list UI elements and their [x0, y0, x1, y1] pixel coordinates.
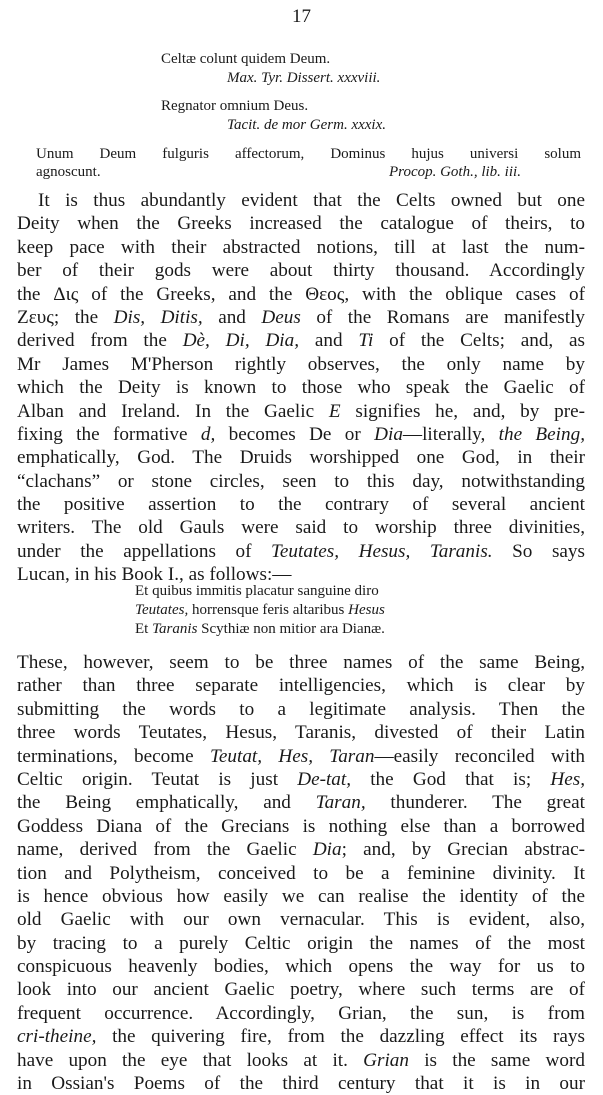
quote-2-text: Regnator omnium Deus. [161, 98, 309, 114]
text-line: look into our ancient Gaelic poetry, where such terms are of [17, 979, 585, 1001]
text-line: Mr James M'Pherson rightly observes, the only name by [17, 353, 585, 375]
page-number: 17 [292, 6, 311, 27]
text-line: Deity when the Greeks increased the catalogue of theirs, to [17, 213, 585, 235]
text-line: fixing the formative d, becomes De or Dia—literally, the Being, [17, 423, 585, 445]
quote-3-text-line1: Unum Deum fulguris affectorum, Dominus hujus universi solum [36, 146, 581, 162]
paragraph-2 [17, 651, 585, 1095]
quote-1-source: Max. Tyr. Dissert. xxxviii. [227, 70, 381, 86]
text-line: conspicuous heavenly bodies, which opens the way for us to [17, 956, 585, 978]
text-line: These, however, seem to be three names of the same Being, [17, 652, 585, 673]
verse-line-3: Et Taranis Scythiæ non mitior ara Dianæ. [135, 621, 385, 637]
text-line: Ζευς; the Dis, Ditis, and Deus of the Romans are manifestly [17, 306, 585, 328]
text-line: writers. The old Gauls were said to worship three divinities, [17, 517, 585, 539]
paragraph-1 [17, 189, 585, 587]
text-line: It is thus abundantly evident that the Celts owned but one [38, 190, 585, 211]
quote-3-text-line2: agnoscunt. [36, 164, 101, 180]
text-line: the Being emphatically, and Taran, thunderer. The great [17, 792, 585, 814]
text-line: cri-theine, the quivering fire, from the dazzling effect its rays [17, 1026, 585, 1048]
text-line: emphatically, God. The Druids worshipped one God, in their [17, 447, 585, 469]
text-line: frequent occurrence. Accordingly, Grian, the sun, is from [17, 1002, 585, 1024]
verse-line-2: Teutates, horrensque feris altaribus Hesus [135, 602, 385, 618]
text-line: Lucan, in his Book I., as follows:— [17, 564, 292, 586]
text-line: “clachans” or stone circles, seen to this day, notwithstanding [17, 470, 585, 492]
text-line: old Gaelic with our own vernacular. This is evident, also, [17, 909, 585, 931]
text-line: the positive assertion to the contrary of several ancient [17, 494, 585, 516]
text-line: keep pace with their abstracted notions, till at last the num- [17, 236, 585, 258]
quote-2-source: Tacit. de mor Germ. xxxix. [227, 117, 386, 133]
text-line: ber of their gods were about thirty thousand. Accordingly [17, 260, 585, 282]
text-line: Celtic origin. Teutat is just De-tat, the God that is; Hes, [17, 768, 585, 790]
text-line: submitting the words to a legitimate analysis. Then the [17, 698, 585, 720]
text-line: terminations, become Teutat, Hes, Taran—easily reconciled with [17, 745, 585, 767]
text-line: the Δις of the Greeks, and the Θεος, with the oblique cases of [17, 283, 585, 305]
text-line: name, derived from the Gaelic Dia; and, by Grecian abstrac- [17, 839, 585, 861]
text-line: rather than three separate intelligencies, which is clear by [17, 675, 585, 697]
text-line: under the appellations of Teutates, Hesus, Taranis. So says [17, 540, 585, 562]
text-line: three words Teutates, Hesus, Taranis, divested of their Latin [17, 722, 585, 744]
text-line: Alban and Ireland. In the Gaelic E signifies he, and, by pre- [17, 400, 585, 422]
quote-3-source: Procop. Goth., lib. iii. [389, 164, 521, 180]
text-line: derived from the Dè, Di, Dia, and Ti of the Celts; and, as [17, 330, 585, 352]
text-line: is hence obvious how easily we can realise the identity of the [17, 885, 585, 907]
text-line: in Ossian's Poems of the third century that it is in our [17, 1073, 585, 1095]
text-line: tion and Polytheism, conceived to be a feminine divinity. It [17, 862, 585, 884]
text-line: which the Deity is known to those who speak the Gaelic of [17, 377, 585, 399]
text-line: Goddess Diana of the Grecians is nothing else than a borrowed [17, 815, 585, 837]
quote-1-text: Celtæ colunt quidem Deum. [161, 51, 331, 67]
text-line: have upon the eye that looks at it. Grian is the same word [17, 1049, 585, 1071]
text-line: by tracing to a purely Celtic origin the names of the most [17, 932, 585, 954]
verse-line-1: Et quibus immitis placatur sanguine diro [135, 583, 379, 599]
